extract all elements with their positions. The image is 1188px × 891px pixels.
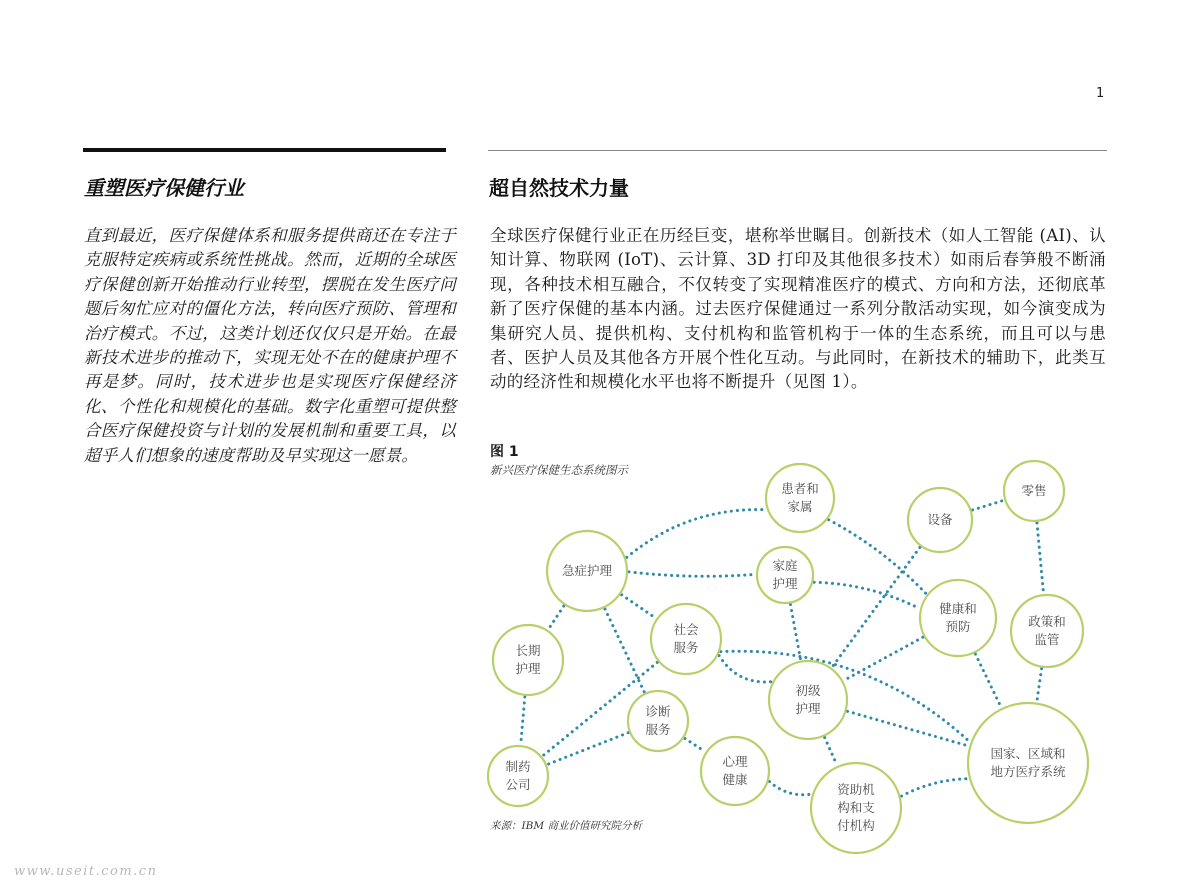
- watermark: www.useit.com.cn: [14, 864, 158, 879]
- node-circle-social: [651, 604, 721, 674]
- left-section-title: 重塑医疗保健行业: [84, 176, 244, 200]
- connector-payers-national: [901, 779, 968, 796]
- connector-home-primary: [790, 605, 800, 660]
- node-label-payers: 资助机: [837, 782, 875, 797]
- node-retail: [1004, 461, 1064, 521]
- node-mental: [701, 737, 769, 805]
- node-devices: [908, 488, 972, 552]
- node-circle-diagnostic: [628, 691, 688, 751]
- node-circle-mental: [701, 737, 769, 805]
- node-label-wellness: 健康和: [939, 601, 977, 616]
- connector-retail-policy: [1037, 523, 1044, 593]
- node-national: [968, 703, 1088, 823]
- node-social: [651, 604, 721, 674]
- node-label-longterm: 护理: [515, 661, 541, 676]
- node-label-payers: 付机构: [837, 818, 875, 833]
- connector-diagnostic-pharma: [548, 733, 628, 765]
- connector-emergency-diagnostic: [605, 609, 644, 692]
- node-primary: [769, 661, 847, 739]
- node-label-patients: 患者和: [781, 481, 819, 496]
- node-emergency: [547, 531, 627, 611]
- page-number: 1: [1096, 86, 1105, 101]
- connector-emergency-longterm: [548, 606, 563, 629]
- node-wellness: [920, 580, 996, 656]
- connector-devices-retail: [972, 500, 1003, 510]
- node-label-social: 服务: [673, 640, 699, 655]
- node-longterm: [493, 625, 563, 695]
- node-home: [757, 547, 813, 603]
- connector-devices-primary: [832, 547, 920, 667]
- node-label-primary: 初级: [795, 683, 821, 698]
- node-label-emergency: 急症护理: [561, 563, 613, 578]
- node-diagnostic: [628, 691, 688, 751]
- node-label-policy: 政策和: [1028, 614, 1066, 629]
- node-label-national: 国家、区域和: [990, 746, 1066, 761]
- node-label-mental: 心理: [722, 754, 748, 769]
- connector-home-wellness: [814, 582, 919, 608]
- node-label-patients: 家属: [787, 499, 813, 514]
- connector-policy-national: [1037, 669, 1042, 702]
- node-label-diagnostic: 诊断: [645, 704, 671, 719]
- connector-primary-national: [847, 711, 968, 746]
- node-circle-patients: [766, 464, 834, 532]
- node-circle-national: [968, 703, 1088, 823]
- node-circle-home: [757, 547, 813, 603]
- node-label-mental: 健康: [722, 772, 748, 787]
- node-label-primary: 护理: [795, 701, 821, 716]
- right-section-title: 超自然技术力量: [489, 176, 629, 200]
- node-circle-primary: [769, 661, 847, 739]
- connector-wellness-primary: [844, 637, 923, 680]
- left-section-body: 直到最近，医疗保健体系和服务提供商还在专注于克服特定疾病或系统性挑战。然而，近期的全球医疗保健创新开始推动行业转型，摆脱在发生医疗问题后匆忙应对的僵化方法，转向医疗预防、管理和治疗模式。不过，这类计划还仅仅只是开始。在最新技术进步的推动下，实现无处不在的健康护理不再是梦。同时，技术进步也是实现医疗保健经济化、个性化和规模化的基础。数字化重塑可提供整合医疗保健投资与计划的发展机制和重要工具，以超乎人们想象的速度帮助及早实现这一愿景。: [84, 226, 456, 465]
- node-label-wellness: 预防: [945, 619, 971, 634]
- figure-caption: 新兴医疗保健生态系统图示: [490, 463, 628, 477]
- node-label-pharma: 制药: [505, 759, 531, 774]
- node-label-social: 社会: [673, 622, 699, 637]
- connector-wellness-national: [975, 654, 1001, 707]
- node-label-policy: 监管: [1034, 632, 1060, 647]
- node-patients: [766, 464, 834, 532]
- node-label-home: 家庭: [772, 558, 798, 573]
- connector-longterm-pharma: [521, 697, 525, 744]
- node-payers: [811, 763, 901, 853]
- connector-mental-payers: [769, 782, 811, 795]
- node-label-longterm: 长期: [515, 643, 541, 658]
- node-label-national: 地方医疗系统: [990, 764, 1066, 779]
- right-section-body: 全球医疗保健行业正在历经巨变，堪称举世瞩目。创新技术（如人工智能 (AI)、认知计算、物联网 (IoT)、云计算、3D 打印及其他很多技术）如雨后春笋般不断涌现，各种技术相互融合，不仅转变了实现精准医疗的模式、方向和方法，还彻底革新了医疗保健的基本内涵。过去医疗保健通过一系列分散活动实现，如今演变成为集研究人员、提供机构、支付机构和监管机构于一体的生态系统，而且可以与患者、医护人员及其他各方开展个性化互动。与此同时，在新技术的辅助下，此类互动的经济性和规模化水平也将不断提升（见图 1）。: [490, 226, 1106, 392]
- connector-primary-payers: [825, 737, 837, 765]
- node-label-diagnostic: 服务: [645, 722, 671, 737]
- node-label-pharma: 公司: [505, 777, 531, 792]
- connector-emergency-social: [622, 595, 656, 618]
- connector-social-primary: [719, 656, 771, 682]
- connector-emergency-home: [629, 572, 755, 576]
- diagram-nodes: [488, 461, 1088, 853]
- node-policy: [1011, 595, 1083, 667]
- node-pharma: [488, 746, 548, 806]
- connector-diagnostic-mental: [685, 738, 705, 751]
- node-label-retail: 零售: [1021, 483, 1047, 498]
- node-circle-policy: [1011, 595, 1083, 667]
- connector-emergency-patients: [627, 510, 766, 558]
- node-label-payers: 构和支: [837, 800, 875, 815]
- node-circle-pharma: [488, 746, 548, 806]
- node-label-home: 护理: [772, 576, 798, 591]
- figure-source: 来源：IBM 商业价值研究院分析: [490, 820, 642, 832]
- node-label-devices: 设备: [927, 512, 953, 527]
- figure-label: 图 1: [490, 444, 519, 460]
- node-circle-longterm: [493, 625, 563, 695]
- node-circle-wellness: [920, 580, 996, 656]
